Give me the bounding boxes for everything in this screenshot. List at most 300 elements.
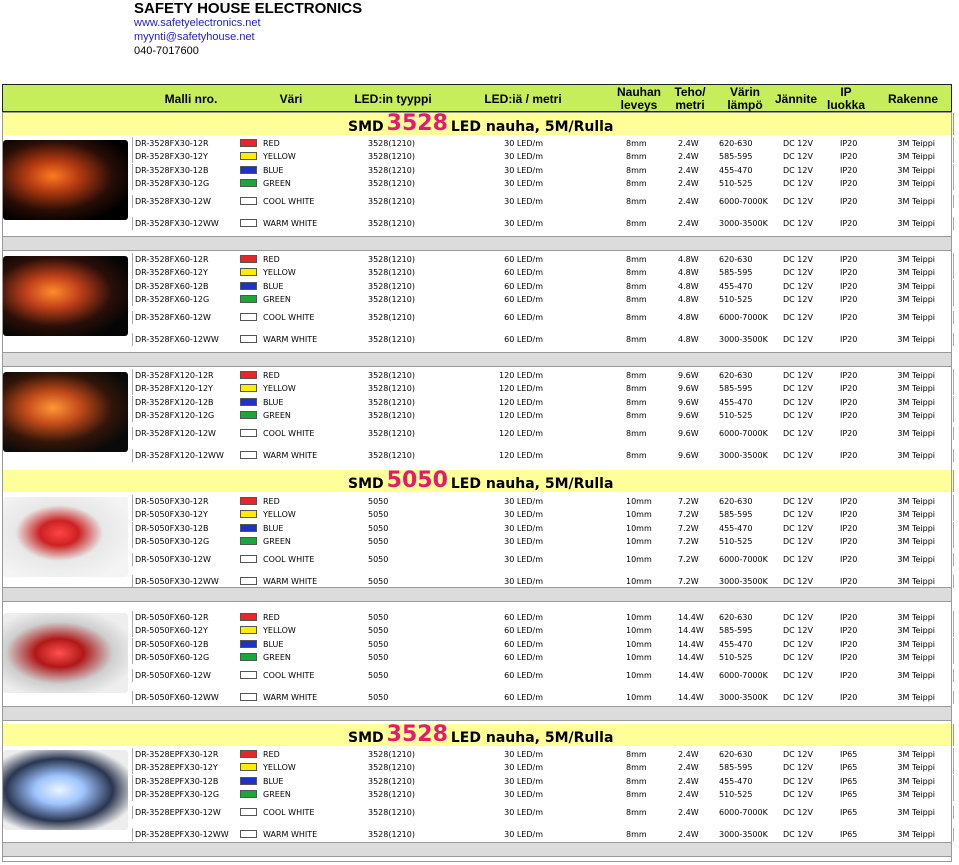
cell-color-temp: 455-470 — [719, 640, 753, 649]
cell-led-type: 5050 — [368, 510, 389, 519]
cell-power: 9.6W — [678, 371, 699, 380]
col-led-type: LED:in tyyppi — [354, 91, 432, 106]
cell-leds-per-meter: 30 LED/m — [504, 197, 543, 206]
color-swatch — [240, 451, 257, 459]
cell-power: 7.2W — [678, 510, 699, 519]
cell-model: DR-3528FX30-12G — [135, 179, 210, 188]
cell-power: 9.6W — [678, 384, 699, 393]
cell-voltage: DC 12V — [783, 808, 813, 817]
cell-color-temp: 3000-3500K — [719, 335, 768, 344]
table-row — [132, 669, 954, 682]
cell-power: 2.4W — [678, 830, 699, 839]
cell-leds-per-meter: 30 LED/m — [504, 152, 543, 161]
cell-ip-class: IP20 — [840, 255, 858, 264]
cell-mounting: 3M Teippi — [897, 152, 935, 161]
cell-ip-class: IP20 — [840, 626, 858, 635]
cell-ip-class: IP20 — [840, 451, 858, 460]
color-swatch — [240, 166, 257, 174]
cell-color-temp: 620-630 — [719, 255, 753, 264]
cell-mounting: 3M Teippi — [897, 640, 935, 649]
email-link[interactable]: myynti@safetyhouse.net — [134, 31, 255, 43]
table-row — [132, 253, 954, 266]
cell-power: 7.2W — [678, 577, 699, 586]
cell-model: DR-3528EPFX30-12B — [135, 777, 219, 786]
cell-leds-per-meter: 120 LED/m — [499, 429, 543, 438]
cell-voltage: DC 12V — [783, 451, 813, 460]
cell-model: DR-3528FX60-12G — [135, 295, 210, 304]
section-led-number: 5050 — [386, 468, 448, 493]
cell-strip-width: 8mm — [626, 763, 647, 772]
cell-ip-class: IP20 — [840, 335, 858, 344]
cell-led-type: 3528(1210) — [368, 152, 415, 161]
cell-color-temp: 3000-3500K — [719, 451, 768, 460]
cell-color-temp: 455-470 — [719, 398, 753, 407]
cell-mounting: 3M Teippi — [897, 524, 935, 533]
cell-voltage: DC 12V — [783, 830, 813, 839]
cell-power: 4.8W — [678, 255, 699, 264]
cell-voltage: DC 12V — [783, 429, 813, 438]
cell-model: DR-3528FX120-12WW — [135, 451, 224, 460]
cell-ip-class: IP20 — [840, 429, 858, 438]
cell-ip-class: IP65 — [840, 808, 858, 817]
cell-strip-width: 8mm — [626, 830, 647, 839]
table-row — [132, 828, 954, 841]
cell-mounting: 3M Teippi — [897, 166, 935, 175]
table-row — [132, 137, 954, 150]
cell-color: COOL WHITE — [263, 671, 315, 680]
section-prefix: SMD — [348, 476, 384, 492]
cell-strip-width: 8mm — [626, 808, 647, 817]
cell-led-type: 3528(1210) — [368, 255, 415, 264]
section-prefix: SMD — [348, 119, 384, 135]
cell-voltage: DC 12V — [783, 577, 813, 586]
col-ip-class: IP luokka — [826, 85, 865, 112]
table-row — [132, 638, 954, 651]
cell-led-type: 3528(1210) — [368, 197, 415, 206]
cell-ip-class: IP20 — [840, 313, 858, 322]
cell-power: 2.4W — [678, 197, 699, 206]
cell-strip-width: 8mm — [626, 313, 647, 322]
cell-power: 2.4W — [678, 152, 699, 161]
cell-ip-class: IP20 — [840, 152, 858, 161]
cell-model: DR-3528FX30-12WW — [135, 219, 219, 228]
cell-color-temp: 510-525 — [719, 653, 753, 662]
table-row — [132, 427, 954, 440]
cell-voltage: DC 12V — [783, 640, 813, 649]
cell-model: DR-3528FX60-12B — [135, 282, 209, 291]
cell-power: 7.2W — [678, 537, 699, 546]
cell-color-temp: 620-630 — [719, 613, 753, 622]
col-power: Teho/ metri — [674, 85, 706, 112]
cell-mounting: 3M Teippi — [897, 429, 935, 438]
cell-strip-width: 8mm — [626, 197, 647, 206]
table-row — [132, 382, 954, 395]
cell-color-temp: 3000-3500K — [719, 830, 768, 839]
cell-power: 14.4W — [678, 613, 704, 622]
cell-mounting: 3M Teippi — [897, 313, 935, 322]
cell-ip-class: IP65 — [840, 750, 858, 759]
cell-model: DR-3528FX30-12W — [135, 197, 211, 206]
cell-led-type: 3528(1210) — [368, 411, 415, 420]
cell-color: BLUE — [263, 166, 284, 175]
cell-color-temp: 6000-7000K — [719, 197, 768, 206]
section-suffix: LED nauha, 5M/Rulla — [450, 730, 614, 746]
cell-strip-width: 8mm — [626, 219, 647, 228]
website-link[interactable]: www.safetyelectronics.net — [134, 17, 261, 29]
cell-leds-per-meter: 60 LED/m — [504, 640, 543, 649]
cell-color: YELLOW — [263, 626, 296, 635]
cell-color: BLUE — [263, 640, 284, 649]
cell-voltage: DC 12V — [783, 139, 813, 148]
cell-voltage: DC 12V — [783, 166, 813, 175]
color-swatch — [240, 268, 257, 276]
cell-strip-width: 8mm — [626, 335, 647, 344]
cell-voltage: DC 12V — [783, 384, 813, 393]
section-title — [348, 113, 613, 135]
cell-power: 2.4W — [678, 179, 699, 188]
cell-mounting: 3M Teippi — [897, 197, 935, 206]
group-separator — [2, 706, 952, 721]
cell-voltage: DC 12V — [783, 197, 813, 206]
cell-model: DR-3528FX120-12Y — [135, 384, 213, 393]
cell-color: RED — [263, 750, 280, 759]
color-swatch — [240, 763, 257, 771]
color-swatch — [240, 411, 257, 419]
cell-strip-width: 8mm — [626, 411, 647, 420]
cell-mounting: 3M Teippi — [897, 295, 935, 304]
cell-leds-per-meter: 30 LED/m — [504, 510, 543, 519]
cell-voltage: DC 12V — [783, 653, 813, 662]
cell-model: DR-3528EPFX30-12G — [135, 790, 220, 799]
cell-strip-width: 8mm — [626, 255, 647, 264]
cell-color: GREEN — [263, 537, 291, 546]
cell-strip-width: 8mm — [626, 790, 647, 799]
cell-leds-per-meter: 30 LED/m — [504, 808, 543, 817]
cell-ip-class: IP20 — [840, 411, 858, 420]
color-swatch — [240, 335, 257, 343]
cell-color: WARM WHITE — [263, 335, 318, 344]
cell-voltage: DC 12V — [783, 152, 813, 161]
cell-led-type: 3528(1210) — [368, 219, 415, 228]
cell-color-temp: 6000-7000K — [719, 429, 768, 438]
color-swatch — [240, 152, 257, 160]
cell-strip-width: 8mm — [626, 398, 647, 407]
cell-model: DR-3528FX30-12Y — [135, 152, 208, 161]
cell-strip-width: 8mm — [626, 166, 647, 175]
table-row — [132, 369, 954, 382]
cell-ip-class: IP65 — [840, 790, 858, 799]
cell-led-type: 3528(1210) — [368, 451, 415, 460]
cell-leds-per-meter: 30 LED/m — [504, 166, 543, 175]
color-swatch — [240, 497, 257, 505]
cell-strip-width: 8mm — [626, 152, 647, 161]
cell-model: DR-3528EPFX30-12WW — [135, 830, 229, 839]
cell-mounting: 3M Teippi — [897, 653, 935, 662]
cell-voltage: DC 12V — [783, 295, 813, 304]
color-swatch — [240, 371, 257, 379]
cell-leds-per-meter: 60 LED/m — [504, 335, 543, 344]
cell-color-temp: 6000-7000K — [719, 313, 768, 322]
cell-ip-class: IP20 — [840, 613, 858, 622]
cell-ip-class: IP20 — [840, 497, 858, 506]
color-swatch — [240, 537, 257, 545]
phone-number: 040-7017600 — [134, 45, 199, 57]
cell-color: RED — [263, 255, 280, 264]
cell-power: 4.8W — [678, 295, 699, 304]
cell-leds-per-meter: 120 LED/m — [499, 451, 543, 460]
cell-voltage: DC 12V — [783, 613, 813, 622]
cell-ip-class: IP20 — [840, 384, 858, 393]
cell-power: 2.4W — [678, 763, 699, 772]
cell-mounting: 3M Teippi — [897, 777, 935, 786]
cell-color: WARM WHITE — [263, 577, 318, 586]
cell-power: 9.6W — [678, 451, 699, 460]
table-row — [132, 195, 954, 208]
cell-power: 2.4W — [678, 166, 699, 175]
table-row — [132, 409, 954, 422]
cell-ip-class: IP20 — [840, 179, 858, 188]
cell-led-type: 3528(1210) — [368, 830, 415, 839]
cell-mounting: 3M Teippi — [897, 268, 935, 277]
cell-mounting: 3M Teippi — [897, 830, 935, 839]
cell-led-type: 5050 — [368, 671, 389, 680]
cell-strip-width: 10mm — [626, 613, 652, 622]
cell-voltage: DC 12V — [783, 335, 813, 344]
led-strip-photo — [3, 750, 128, 830]
color-swatch — [240, 384, 257, 392]
table-row — [132, 522, 954, 535]
cell-voltage: DC 12V — [783, 671, 813, 680]
cell-led-type: 3528(1210) — [368, 179, 415, 188]
cell-led-type: 3528(1210) — [368, 313, 415, 322]
cell-mounting: 3M Teippi — [897, 255, 935, 264]
cell-ip-class: IP20 — [840, 371, 858, 380]
color-swatch — [240, 640, 257, 648]
cell-ip-class: IP20 — [840, 398, 858, 407]
cell-color: WARM WHITE — [263, 830, 318, 839]
cell-led-type: 3528(1210) — [368, 139, 415, 148]
cell-leds-per-meter: 120 LED/m — [499, 411, 543, 420]
cell-color: BLUE — [263, 524, 284, 533]
cell-mounting: 3M Teippi — [897, 555, 935, 564]
table-row — [132, 333, 954, 346]
cell-color-temp: 510-525 — [719, 295, 753, 304]
cell-model: DR-3528FX120-12R — [135, 371, 214, 380]
cell-color-temp: 585-595 — [719, 384, 753, 393]
cell-ip-class: IP20 — [840, 693, 858, 702]
cell-color: YELLOW — [263, 763, 296, 772]
cell-ip-class: IP20 — [840, 555, 858, 564]
group-separator — [2, 352, 952, 367]
table-row — [132, 624, 954, 637]
cell-color: YELLOW — [263, 268, 296, 277]
cell-strip-width: 10mm — [626, 510, 652, 519]
cell-mounting: 3M Teippi — [897, 510, 935, 519]
cell-led-type: 5050 — [368, 626, 389, 635]
cell-color: GREEN — [263, 653, 291, 662]
cell-power: 7.2W — [678, 555, 699, 564]
cell-leds-per-meter: 30 LED/m — [504, 830, 543, 839]
cell-voltage: DC 12V — [783, 750, 813, 759]
cell-voltage: DC 12V — [783, 398, 813, 407]
cell-color: YELLOW — [263, 152, 296, 161]
cell-strip-width: 8mm — [626, 371, 647, 380]
color-swatch — [240, 398, 257, 406]
cell-color: YELLOW — [263, 510, 296, 519]
cell-color: WARM WHITE — [263, 451, 318, 460]
section-suffix: LED nauha, 5M/Rulla — [450, 476, 614, 492]
cell-model: DR-3528EPFX30-12W — [135, 808, 221, 817]
cell-leds-per-meter: 60 LED/m — [504, 626, 543, 635]
cell-led-type: 3528(1210) — [368, 268, 415, 277]
cell-color: COOL WHITE — [263, 313, 315, 322]
cell-leds-per-meter: 60 LED/m — [504, 268, 543, 277]
cell-model: DR-5050FX60-12Y — [135, 626, 208, 635]
section-prefix: SMD — [348, 730, 384, 746]
color-swatch — [240, 219, 257, 227]
cell-power: 14.4W — [678, 653, 704, 662]
cell-color: RED — [263, 139, 280, 148]
group-separator — [2, 587, 952, 602]
group-separator — [2, 236, 952, 251]
cell-color-temp: 6000-7000K — [719, 671, 768, 680]
cell-mounting: 3M Teippi — [897, 577, 935, 586]
cell-voltage: DC 12V — [783, 255, 813, 264]
color-swatch — [240, 626, 257, 634]
cell-leds-per-meter: 60 LED/m — [504, 313, 543, 322]
table-row — [132, 748, 954, 761]
cell-leds-per-meter: 30 LED/m — [504, 577, 543, 586]
cell-voltage: DC 12V — [783, 626, 813, 635]
cell-ip-class: IP65 — [840, 830, 858, 839]
cell-color-temp: 585-595 — [719, 268, 753, 277]
cell-voltage: DC 12V — [783, 313, 813, 322]
cell-model: DR-5050FX30-12Y — [135, 510, 208, 519]
cell-mounting: 3M Teippi — [897, 790, 935, 799]
cell-color-temp: 455-470 — [719, 524, 753, 533]
cell-voltage: DC 12V — [783, 693, 813, 702]
cell-voltage: DC 12V — [783, 497, 813, 506]
cell-color-temp: 585-595 — [719, 763, 753, 772]
cell-ip-class: IP20 — [840, 166, 858, 175]
cell-color-temp: 455-470 — [719, 166, 753, 175]
cell-mounting: 3M Teippi — [897, 763, 935, 772]
cell-ip-class: IP20 — [840, 219, 858, 228]
cell-model: DR-5050FX30-12B — [135, 524, 209, 533]
cell-model: DR-5050FX30-12G — [135, 537, 210, 546]
table-row — [132, 164, 954, 177]
cell-color: YELLOW — [263, 384, 296, 393]
cell-ip-class: IP20 — [840, 524, 858, 533]
table-row — [132, 775, 954, 788]
cell-mounting: 3M Teippi — [897, 139, 935, 148]
cell-color: BLUE — [263, 398, 284, 407]
col-color: Väri — [279, 91, 303, 106]
cell-model: DR-5050FX60-12WW — [135, 693, 219, 702]
color-swatch — [240, 510, 257, 518]
table-row — [132, 266, 954, 279]
cell-ip-class: IP20 — [840, 197, 858, 206]
cell-model: DR-5050FX60-12G — [135, 653, 210, 662]
cell-color: GREEN — [263, 295, 291, 304]
cell-ip-class: IP20 — [840, 671, 858, 680]
cell-voltage: DC 12V — [783, 555, 813, 564]
cell-mounting: 3M Teippi — [897, 750, 935, 759]
col-voltage: Jännite — [774, 91, 817, 106]
section-led-number: 3528 — [386, 722, 448, 747]
cell-mounting: 3M Teippi — [897, 537, 935, 546]
cell-model: DR-5050FX60-12B — [135, 640, 209, 649]
cell-model: DR-5050FX60-12R — [135, 613, 209, 622]
table-row — [132, 788, 954, 801]
cell-mounting: 3M Teippi — [897, 398, 935, 407]
cell-mounting: 3M Teippi — [897, 497, 935, 506]
cell-model: DR-5050FX60-12W — [135, 671, 211, 680]
col-leds-per-meter: LED:iä / metri — [484, 91, 562, 106]
cell-power: 2.4W — [678, 790, 699, 799]
color-swatch — [240, 295, 257, 303]
cell-power: 7.2W — [678, 497, 699, 506]
col-strip-width: Nauhan leveys — [616, 85, 661, 112]
cell-power: 14.4W — [678, 640, 704, 649]
cell-model: DR-3528FX120-12W — [135, 429, 216, 438]
cell-power: 14.4W — [678, 693, 704, 702]
cell-led-type: 3528(1210) — [368, 763, 415, 772]
cell-color: RED — [263, 371, 280, 380]
cell-ip-class: IP20 — [840, 640, 858, 649]
cell-color: GREEN — [263, 411, 291, 420]
table-row — [132, 535, 954, 548]
cell-strip-width: 10mm — [626, 555, 652, 564]
cell-strip-width: 10mm — [626, 671, 652, 680]
cell-power: 14.4W — [678, 671, 704, 680]
cell-color-temp: 6000-7000K — [719, 808, 768, 817]
color-swatch — [240, 313, 257, 321]
cell-model: DR-3528FX60-12R — [135, 255, 209, 264]
cell-led-type: 3528(1210) — [368, 295, 415, 304]
cell-leds-per-meter: 30 LED/m — [504, 497, 543, 506]
cell-led-type: 3528(1210) — [368, 282, 415, 291]
cell-voltage: DC 12V — [783, 524, 813, 533]
cell-strip-width: 10mm — [626, 497, 652, 506]
cell-mounting: 3M Teippi — [897, 282, 935, 291]
cell-color: GREEN — [263, 179, 291, 188]
cell-strip-width: 8mm — [626, 139, 647, 148]
cell-ip-class: IP65 — [840, 763, 858, 772]
cell-strip-width: 10mm — [626, 626, 652, 635]
cell-mounting: 3M Teippi — [897, 451, 935, 460]
section-suffix: LED nauha, 5M/Rulla — [450, 119, 614, 135]
cell-color-temp: 510-525 — [719, 537, 753, 546]
section-title-bar — [2, 113, 954, 135]
table-row — [132, 611, 954, 624]
cell-power: 4.8W — [678, 313, 699, 322]
cell-mounting: 3M Teippi — [897, 219, 935, 228]
color-swatch — [240, 693, 257, 701]
table-row — [132, 449, 954, 462]
table-row — [132, 280, 954, 293]
cell-strip-width: 10mm — [626, 524, 652, 533]
cell-voltage: DC 12V — [783, 790, 813, 799]
cell-led-type: 5050 — [368, 537, 389, 546]
led-strip-photo — [3, 256, 128, 336]
color-swatch — [240, 139, 257, 147]
cell-color-temp: 455-470 — [719, 777, 753, 786]
cell-leds-per-meter: 60 LED/m — [504, 613, 543, 622]
cell-model: DR-3528EPFX30-12Y — [135, 763, 218, 772]
cell-voltage: DC 12V — [783, 411, 813, 420]
color-swatch — [240, 577, 257, 585]
